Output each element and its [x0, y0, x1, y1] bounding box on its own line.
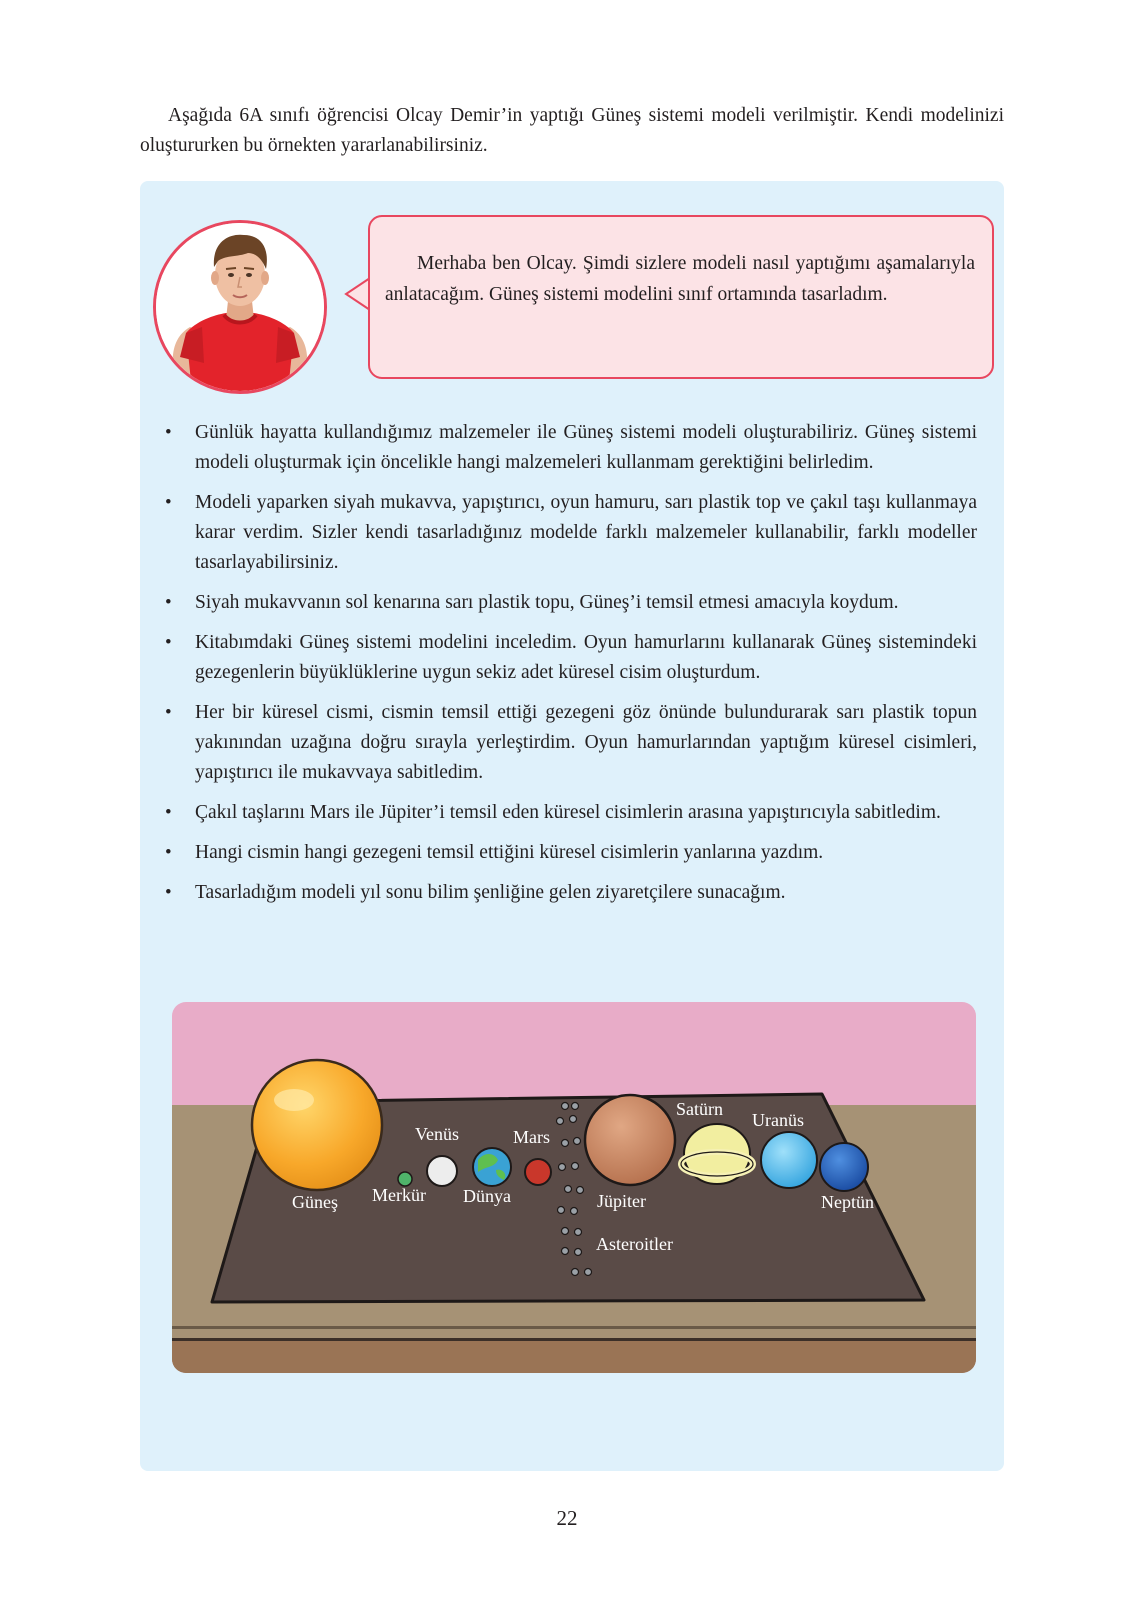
student-avatar [153, 220, 327, 394]
solar-system-model-illustration [172, 1002, 976, 1373]
steps-list [162, 418, 977, 918]
jupiter-ball [585, 1095, 675, 1185]
list-item: • Tasarladığım modeli yıl sonu bilim şenliğine gelen ziyaretçilere sunacağım. [162, 878, 977, 908]
label-mars: Mars [513, 1127, 550, 1147]
sun-ball [252, 1060, 382, 1190]
label-mercury: Merkür [372, 1185, 426, 1205]
list-item: • Modeli yaparken siyah mukavva, yapıştırıcı, oyun hamuru, sarı plastik top ve çakıl taşı kullanmaya karar verdim. Sizler kendi tasarladığınız modelde farklı malzemeler kullanabilir, farklı modeller tasarlayabilirsiniz. [162, 488, 977, 578]
page-number: 22 [556, 1506, 578, 1530]
label-neptune: Neptün [821, 1192, 874, 1212]
list-item: • Hangi cismin hangi gezegeni temsil ettiğini küresel cisimlerin yanlarına yazdım. [162, 838, 977, 868]
label-uranus: Uranüs [752, 1110, 804, 1130]
label-jupiter: Jüpiter [597, 1191, 646, 1211]
label-saturn: Satürn [676, 1099, 723, 1119]
uranus-ball [761, 1132, 817, 1188]
student-portrait-illustration [156, 223, 324, 391]
list-item: • Günlük hayatta kullandığımız malzemeler ile Güneş sistemi modeli oluşturabiliriz. Güneş sistemi modeli oluşturmak için öncelikle hangi malzemeleri kullanmam gerektiğini belirledim. [162, 418, 977, 478]
list-item: • Çakıl taşlarını Mars ile Jüpiter’i temsil eden küresel cisimlerin arasına yapıştırıcıyla sabitledim. [162, 798, 977, 828]
label-asteroids: Asteroitler [596, 1234, 673, 1254]
label-earth: Dünya [463, 1186, 511, 1206]
list-item: • Kitabımdaki Güneş sistemi modelini inceledim. Oyun hamurlarını kullanarak Güneş sistemindeki gezegenlerin büyüklüklerine uygun sekiz adet küresel cisim oluşturdum. [162, 628, 977, 688]
mercury-ball [398, 1172, 412, 1186]
intro-paragraph: Aşağıda 6A sınıfı öğrencisi Olcay Demir’in yaptığı Güneş sistemi modeli verilmiştir. Kendi modelinizi oluştururken bu örnekten yararlanabilirsiniz. [140, 105, 1004, 156]
label-sun: Güneş [292, 1192, 338, 1212]
label-venus: Venüs [415, 1124, 459, 1144]
list-item: • Siyah mukavvanın sol kenarına sarı plastik topu, Güneş’i temsil etmesi amacıyla koydum. [162, 588, 977, 618]
list-item: • Her bir küresel cismi, cismin temsil ettiği gezegeni göz önünde bulundurarak sarı plastik topun yakınından uzağına doğru sırayla yerleştirdim. Oyun hamurlarından yaptığım küresel cisimleri, yapıştırıcı ile mukavvaya sabitledim. [162, 698, 977, 788]
venus-ball [427, 1156, 457, 1186]
mars-ball [525, 1159, 551, 1185]
speech-bubble-text: Merhaba ben Olcay. Şimdi sizlere modeli nasıl yaptığımı aşamalarıyla anlatacağım. Güneş sistemi modelini sınıf ortamında tasarladım. [385, 253, 975, 305]
neptune-ball [820, 1143, 868, 1191]
